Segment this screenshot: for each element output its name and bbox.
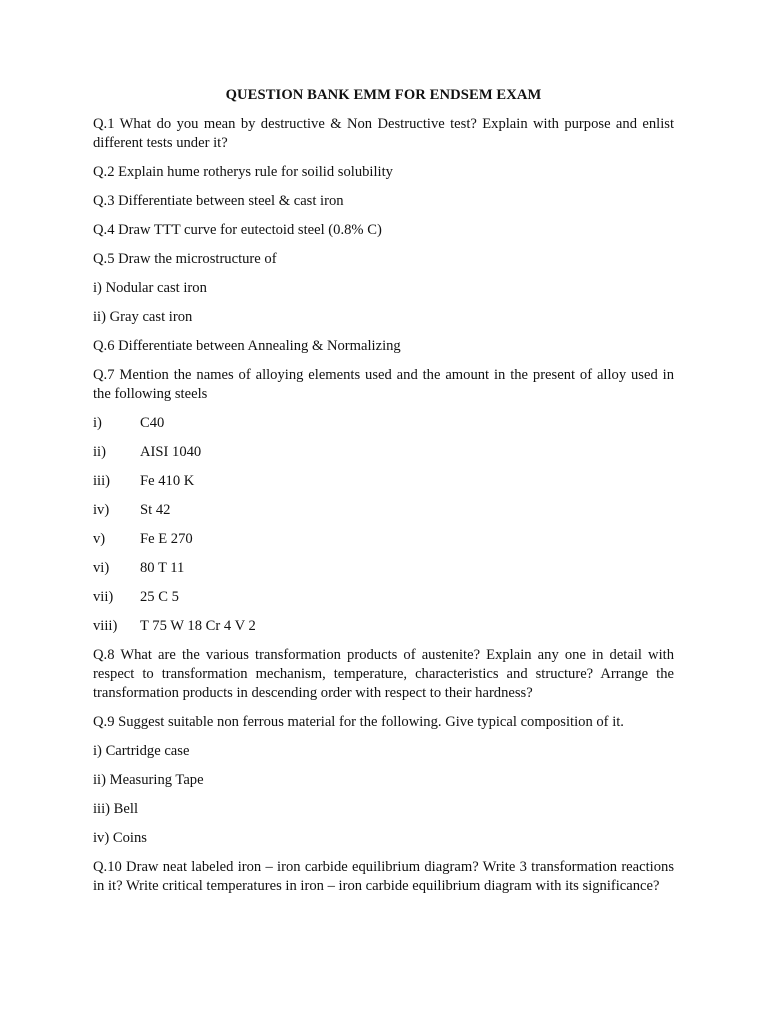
item-number: iii): [93, 473, 111, 489]
item-number: i): [93, 415, 102, 431]
question-9-item: iii) Bell: [93, 801, 138, 817]
question-7-item: [93, 559, 674, 578]
question-7-item: [93, 501, 674, 520]
item-number: v): [93, 531, 106, 547]
question-10: Q.10 Draw neat labeled iron – iron carbide equilibrium diagram? Write 3 transformation reactions in it? Write critical temperatures in iron – iron carbide equilibrium diagram with its significance?: [93, 859, 674, 894]
item-number: iv): [93, 502, 110, 518]
item-number: vi): [93, 560, 110, 576]
question-7-item: [93, 443, 674, 462]
item-number: vii): [93, 589, 114, 605]
steel-designation: Fe E 270: [140, 531, 193, 547]
question-3: Q.3 Differentiate between steel & cast iron: [93, 193, 344, 209]
item-number: viii): [93, 618, 118, 634]
steel-designation: 80 T 11: [140, 560, 185, 576]
question-4: Q.4 Draw TTT curve for eutectoid steel (0.8% C): [93, 222, 382, 238]
question-5-item: ii) Gray cast iron: [93, 309, 193, 325]
document-page: [93, 86, 674, 906]
steel-designation: St 42: [140, 502, 171, 518]
question-7-item: [93, 414, 674, 433]
steel-designation: AISI 1040: [140, 444, 202, 460]
question-7-item: [93, 588, 674, 607]
question-1: Q.1 What do you mean by destructive & Non Destructive test? Explain with purpose and enlist different tests under it?: [93, 116, 674, 151]
steel-designation: 25 C 5: [140, 589, 179, 605]
question-2: Q.2 Explain hume rotherys rule for soilid solubility: [93, 164, 393, 180]
question-6: Q.6 Differentiate between Annealing & Normalizing: [93, 338, 401, 354]
item-number: ii): [93, 444, 106, 460]
question-5-item: i) Nodular cast iron: [93, 280, 207, 296]
question-7-item: [93, 472, 674, 491]
question-8: Q.8 What are the various transformation products of austenite? Explain any one in detail with respect to transformation mechanism, temperature, characteristics and structure? Arrange the transformation products in descending order with respect to their hardness?: [93, 647, 674, 701]
question-7-item: [93, 617, 674, 636]
question-7-item: [93, 530, 674, 549]
steel-designation: T 75 W 18 Cr 4 V 2: [140, 618, 256, 634]
question-7: Q.7 Mention the names of alloying elements used and the amount in the present of alloy used in the following steels: [93, 367, 674, 402]
steel-designation: Fe 410 K: [140, 473, 195, 489]
steel-designation: C40: [140, 415, 165, 431]
question-9-item: iv) Coins: [93, 830, 147, 846]
question-9-item: i) Cartridge case: [93, 743, 190, 759]
question-9: Q.9 Suggest suitable non ferrous material for the following. Give typical composition of it.: [93, 714, 624, 730]
question-9-item: ii) Measuring Tape: [93, 772, 204, 788]
question-5: Q.5 Draw the microstructure of: [93, 251, 277, 267]
document-title: QUESTION BANK EMM FOR ENDSEM EXAM: [225, 87, 542, 103]
